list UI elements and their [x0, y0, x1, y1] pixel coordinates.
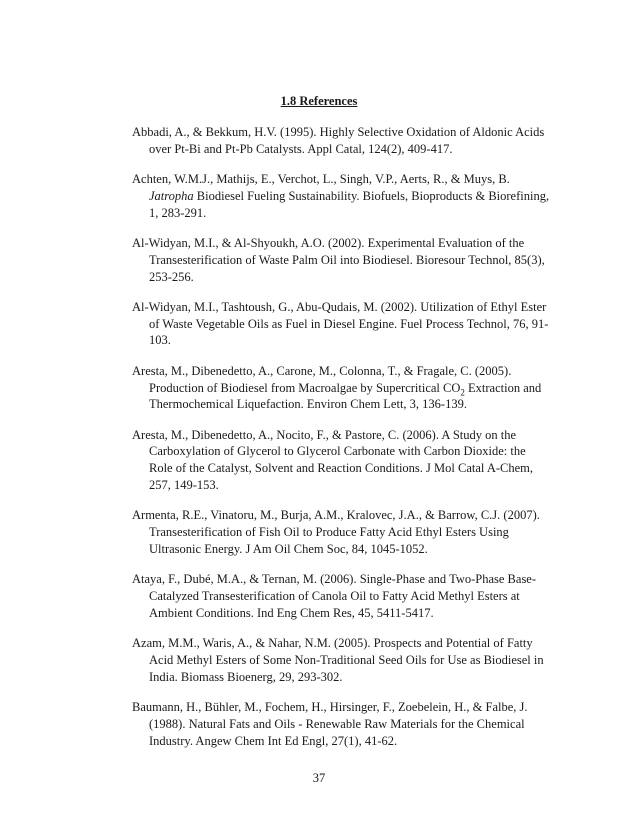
reference-text: Achten, W.M.J., Mathijs, E., Verchot, L., Singh, V.P., Aerts, R., & Muys, B.: [132, 172, 510, 187]
subscript-two: 2: [460, 387, 465, 398]
reference-entry: [132, 235, 552, 285]
reference-entry: [132, 635, 552, 685]
reference-text-continued: Biodiesel Fueling Sustainability. Biofuels, Bioproducts & Biorefining, 1, 283-291.: [149, 188, 550, 220]
reference-text: Baumann, H., Bühler, M., Fochem, H., Hirsinger, F., Zoebelein, H., & Falbe, J. (1988). Natural Fats and Oils - Renewable Raw Materials for the Chemical Industry. Angew Chem Int Ed Engl, 27(1), 41-62.: [132, 700, 528, 748]
reference-text: Ataya, F., Dubé, M.A., & Ternan, M. (2006). Single-Phase and Two-Phase Base-Catalyzed Transesterification of Canola Oil to Fatty Acid Methyl Esters at Ambient Conditions. Ind Eng Chem Res, 45, 5411-5417.: [132, 572, 537, 620]
section-heading: 1.8 References: [280, 94, 358, 108]
reference-list: [132, 124, 552, 763]
reference-text: Abbadi, A., & Bekkum, H.V. (1995). Highly Selective Oxidation of Aldonic Acids over Pt-Bi and Pt-Pb Catalysts. Appl Catal, 124(2), 409-417.: [132, 125, 545, 156]
page-number: 37: [312, 771, 326, 785]
reference-text: Aresta, M., Dibenedetto, A., Nocito, F., & Pastore, C. (2006). A Study on the Carboxylation of Glycerol to Glycerol Carbonate with Carbon Dioxide: the Role of the Catalyst, Solvent and Reaction Conditions. J Mol Catal A-Chem, 257, 149-153.: [132, 427, 533, 493]
reference-entry: [132, 299, 552, 349]
reference-entry: [132, 699, 552, 749]
reference-text: Armenta, R.E., Vinatoru, M., Burja, A.M., Kralovec, J.A., & Barrow, C.J. (2007). Transesterification of Fish Oil to Produce Fatty Acid Ethyl Esters Using Ultrasonic Energy. J Am Oil Chem Soc, 84, 1045-1052.: [132, 508, 540, 556]
reference-entry: [132, 171, 552, 221]
reference-entry: [132, 363, 552, 413]
reference-entry: [132, 507, 552, 557]
reference-entry: [132, 124, 552, 158]
reference-entry: [132, 571, 552, 621]
reference-text: Al-Widyan, M.I., & Al-Shyoukh, A.O. (2002). Experimental Evaluation of the Transesterification of Waste Palm Oil into Biodiesel. Bioresour Technol, 85(3), 253-256.: [132, 235, 545, 284]
reference-text: Al-Widyan, M.I., Tashtoush, G., Abu-Qudais, M. (2002). Utilization of Ethyl Ester of Waste Vegetable Oils as Fuel in Diesel Engine. Fuel Process Technol, 76, 91-103.: [132, 299, 549, 348]
reference-entry: [132, 427, 552, 494]
reference-text: Azam, M.M., Waris, A., & Nahar, N.M. (2005). Prospects and Potential of Fatty Acid Methyl Esters of Some Non-Traditional Seed Oils for Use as Biodiesel in India. Biomass Bioenerg, 29, 293-302.: [132, 636, 544, 684]
reference-italic-term: Jatropha: [149, 188, 194, 203]
reference-text: Aresta, M., Dibenedetto, A., Carone, M., Colonna, T., & Fragale, C. (2005). Production of Biodiesel from Macroalgae by Supercritical CO: [132, 363, 512, 395]
reference-text-continued: Extraction and Thermochemical Liquefaction. Environ Chem Lett, 3, 136-139.: [149, 380, 542, 412]
